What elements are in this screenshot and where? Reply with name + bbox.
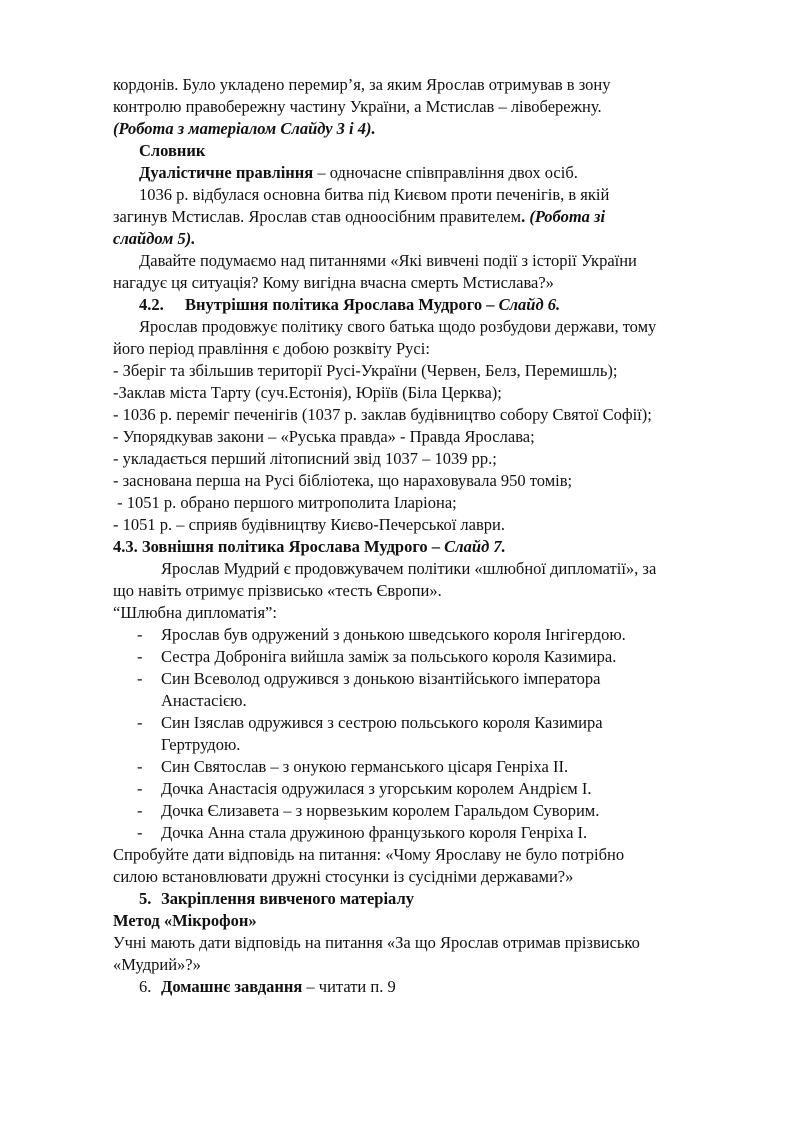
list-item-text: Син Святослав – з онукою германського цісаря Генріха ІІ. [161,757,569,776]
section-heading-6 [113,976,713,998]
list-item-text: Дочка Анастасія одружилася з угорським королем Андрієм І. [161,779,592,798]
list-item-text: Дочка Єлизавета – з норвезьким королем Гаральдом Суворим. [161,801,600,820]
dictionary-definition: – одночасне співправління двох осіб. [313,163,578,182]
paragraph-line: «Мудрий»?» [113,955,201,974]
list-item [113,712,713,734]
list-item-text: Син Всеволод одружився з донькою візантійського імператора [161,669,601,688]
list-item: - Упорядкував закони – «Руська правда» - Правда Ярослава; [113,427,535,446]
section-heading-4-2 [113,294,713,316]
dictionary-heading: Словник [139,141,206,160]
dictionary-term: Дуалістичне правління [139,163,314,182]
dash-bullet: - [137,647,143,666]
paragraph-line: Давайте подумаємо над питаннями «Які вивчені події з історії України [139,251,637,270]
dash-bullet: - [137,757,143,776]
paragraph-line: нагадує ця ситуація? Кому вигідна вчасна смерть Мстислава?» [113,273,554,292]
list-item: - Зберіг та збільшив території Русі-України (Червен, Белз, Перемишль); [113,361,618,380]
section-title: Закріплення вивченого матеріалу [161,889,414,908]
paragraph-line [113,206,713,228]
list-item [113,822,713,844]
list-item-text: Ярослав був одружений з донькою шведського короля Інгігердою. [161,625,626,644]
list-item: -Заклав міста Тарту (суч.Естонія), Юріїв (Біла Церква); [113,383,502,402]
list-item: - 1051 р. обрано першого митрополита Іларіона; [113,493,457,512]
list-item: - 1051 р. – сприяв будівництву Києво-Печерської лаври. [113,515,505,534]
paragraph-line: Ярослав продовжує політику свого батька щодо розбудови держави, тому [139,317,657,336]
list-item-text: Сестра Доброніга вийшла заміж за польського короля Казимира. [161,647,617,666]
list-item: - укладається перший літописний звід 1037 – 1039 рр.; [113,449,497,468]
list-item: - 1036 р. переміг печенігів (1037 р. заклав будівництво собору Святої Софії); [113,405,652,424]
section-heading-4-3 [113,536,713,558]
list-item [113,624,713,646]
paragraph-line: контролю правобережну частину України, а Мстислав – лівобережну. [113,97,602,116]
section-text: – читати п. 9 [302,977,396,996]
section-number: 5. [139,889,152,908]
list-item [113,668,713,690]
dash-bullet: - [137,625,143,644]
paragraph-dot: . [521,207,530,226]
list-item [113,756,713,778]
paragraph-line: силою встановлювати дружні стосунки із сусідніми державами?» [113,867,574,886]
paragraph-line: кордонів. Було укладено перемир’я, за яким Ярослав отримував в зону [113,75,611,94]
slide-reference: Слайд 6. [498,295,561,314]
dash-bullet: - [137,801,143,820]
list-item-continuation: Анастасією. [161,691,247,710]
section-number: 6. [139,977,152,996]
paragraph-text: загинув Мстислав. Ярослав став одноосібним правителем [113,207,522,226]
list-item [113,778,713,800]
section-number: 4.2. [139,295,164,314]
list-item-continuation: Гертрудою. [161,735,241,754]
section-heading-5 [113,888,713,910]
paragraph-line: його період правління є добою розквіту Русі: [113,339,430,358]
slide-reference: Слайд 7. [444,537,506,556]
section-title: 4.3. Зовнішня політика Ярослава Мудрого – [113,537,445,556]
list-item: - заснована перша на Русі бібліотека, що нараховувала 950 томів; [113,471,573,490]
paragraph-line: що навіть отримує прізвисько «тесть Європи». [113,581,442,600]
slide-reference: (Робота з матеріалом Слайду 3 і 4). [113,119,376,138]
paragraph-line: 1036 р. відбулася основна битва під Києвом проти печенігів, в якій [139,185,610,204]
dictionary-entry [113,162,713,184]
slide-reference: (Робота зі [529,207,606,226]
document-page [113,74,713,998]
slide-reference: слайдом 5). [113,229,196,248]
method-title: Метод «Мікрофон» [113,911,257,930]
dash-bullet: - [137,779,143,798]
list-item [113,800,713,822]
list-item-text: Дочка Анна стала дружиною французького короля Генріха І. [161,823,588,842]
dash-bullet: - [137,713,143,732]
paragraph-line: Учні мають дати відповідь на питання «За що Ярослав отримав прізвисько [113,933,640,952]
section-title: Внутрішня політика Ярослава Мудрого – [185,295,499,314]
list-caption: “Шлюбна дипломатія”: [113,603,277,622]
paragraph-line: Ярослав Мудрий є продовжувачем політики «шлюбної дипломатії», за [161,559,657,578]
paragraph-line: Спробуйте дати відповідь на питання: «Чому Ярославу не було потрібно [113,845,625,864]
list-item-text: Син Ізяслав одружився з сестрою польського короля Казимира [161,713,603,732]
section-title: Домашнє завдання [161,977,303,996]
dash-bullet: - [137,669,143,688]
list-item [113,646,713,668]
dash-bullet: - [137,823,143,842]
